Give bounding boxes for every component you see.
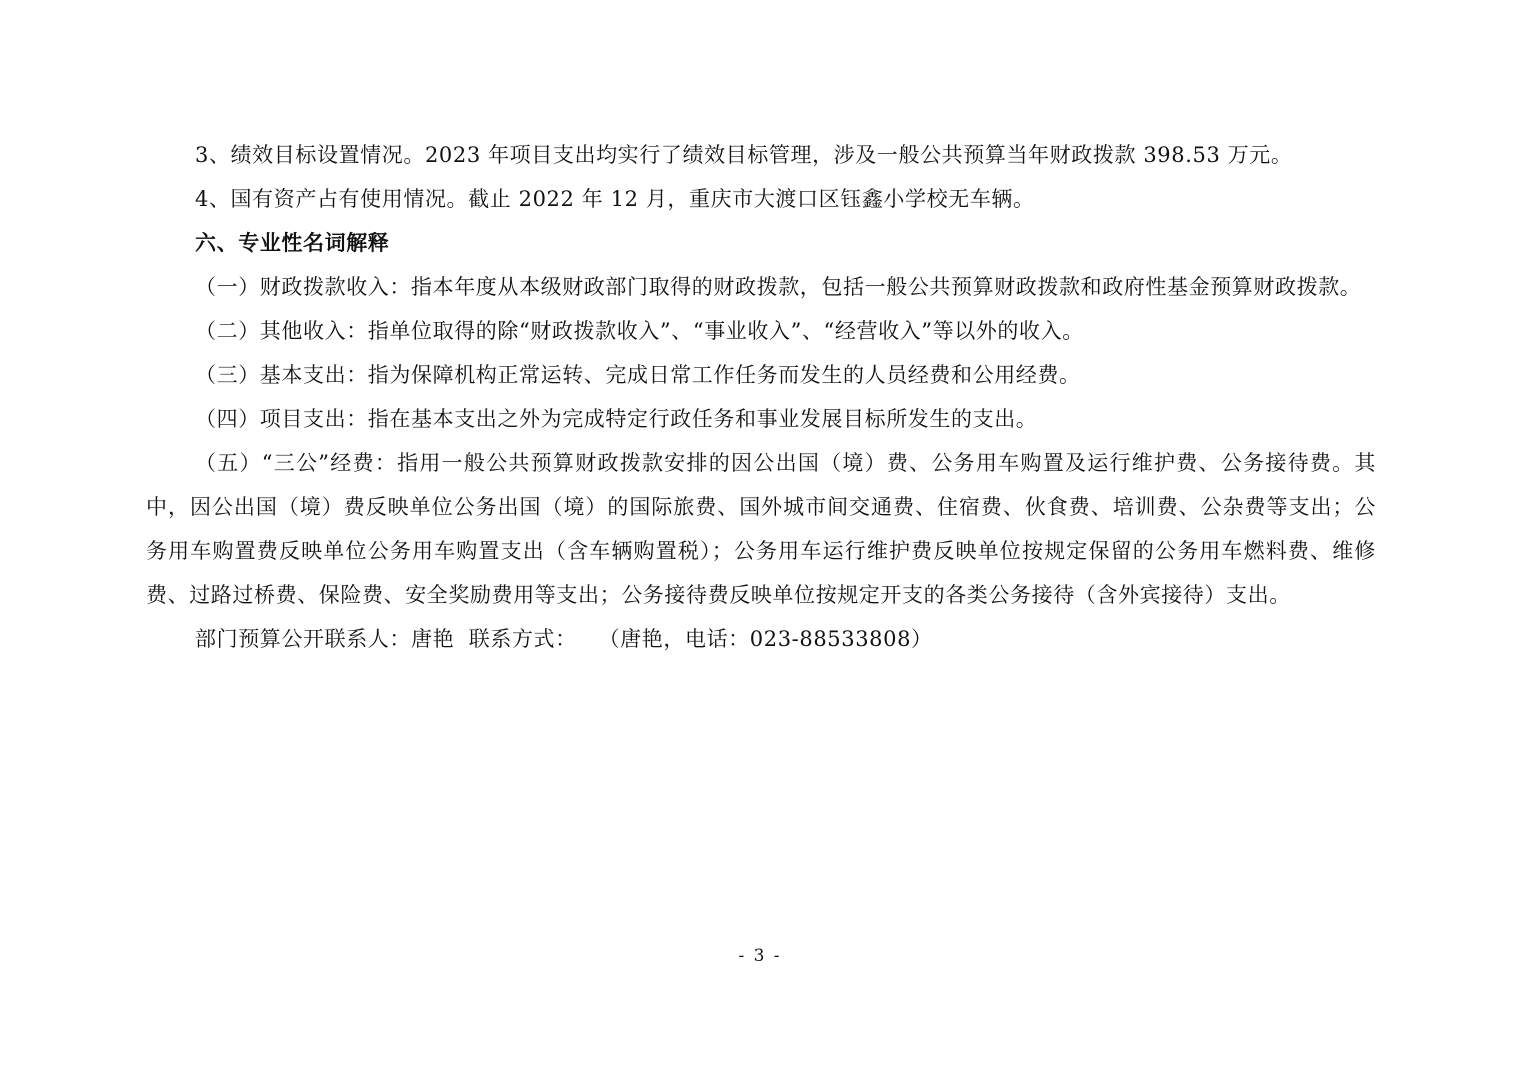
- paragraph-contact-info: 部门预算公开联系人：唐艳 联系方式： （唐艳，电话：023-88533808）: [195, 627, 933, 651]
- paragraph-state-assets: 4、国有资产占有使用情况。截止 2022 年 12 月，重庆市大渡口区钰鑫小学校无车辆。: [195, 187, 1035, 211]
- paragraph-term-fiscal-income: （一）财政拨款收入：指本年度从本级财政部门取得的财政拨款，包括一般公共预算财政拨款和政府性基金预算财政拨款。: [195, 275, 1362, 299]
- paragraph-term-project-expenditure: （四）项目支出：指在基本支出之外为完成特定行政任务和事业发展目标所发生的支出。: [195, 407, 1038, 431]
- paragraph-performance-targets: 3、绩效目标设置情况。2023 年项目支出均实行了绩效目标管理，涉及一般公共预算当年财政拨款 398.53 万元。: [195, 143, 1293, 167]
- document-body: [146, 133, 1376, 661]
- paragraph-term-other-income: （二）其他收入：指单位取得的除“财政拨款收入”、“事业收入”、“经营收入”等以外的收入。: [195, 319, 1084, 343]
- paragraph-term-basic-expenditure: （三）基本支出：指为保障机构正常运转、完成日常工作任务而发生的人员经费和公用经费。: [195, 363, 1081, 387]
- paragraph-term-three-public-expenses: （五）“三公”经费：指用一般公共预算财政拨款安排的因公出国（境）费、公务用车购置及运行维护费、公务接待费。其中，因公出国（境）费反映单位公务出国（境）的国际旅费、国外城市间交通费、住宿费、伙食费、培训费、公杂费等支出；公务用车购置费反映单位公务用车购置支出（含车辆购置税）；公务用车运行维护费反映单位按规定保留的公务用车燃料费、维修费、过路过桥费、保险费、安全奖励费用等支出；公务接待费反映单位按规定开支的各类公务接待（含外宾接待）支出。: [146, 451, 1376, 607]
- page-number: - 3 -: [738, 946, 782, 966]
- section-heading-terms: 六、专业性名词解释: [195, 230, 390, 255]
